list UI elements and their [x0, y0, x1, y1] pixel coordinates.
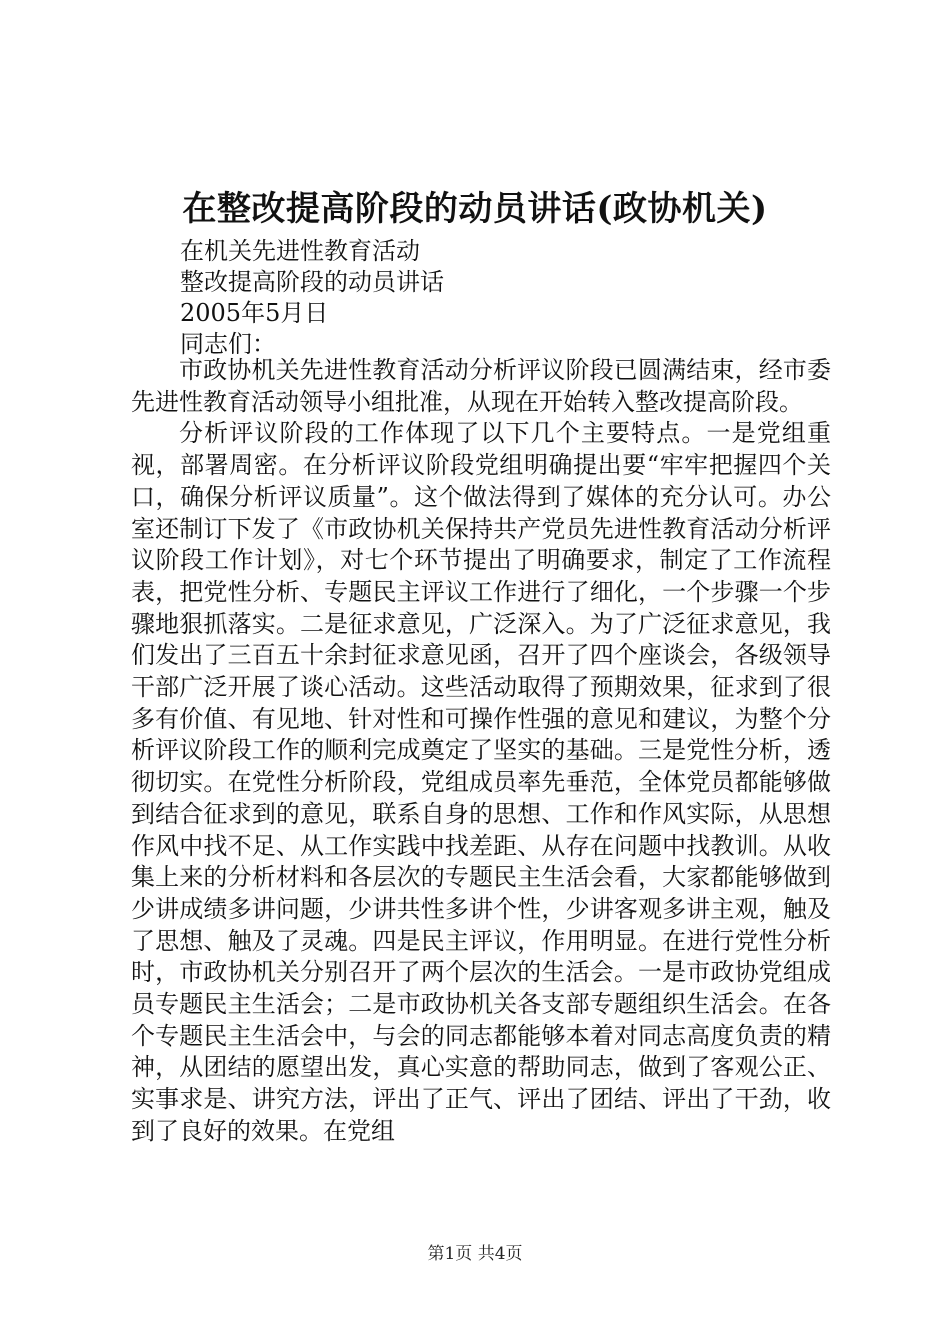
subtitle-line-1: 在机关先进性教育活动 — [180, 237, 420, 265]
subtitle-line-2: 整改提高阶段的动员讲话 — [180, 268, 444, 296]
document-header — [180, 236, 860, 360]
document-title: 在整改提高阶段的动员讲话(政协机关) — [182, 189, 768, 229]
salutation: 同志们： — [180, 330, 276, 358]
page-footer: 第1页 共4页 — [427, 1244, 523, 1264]
body-paragraph-2: 分析评议阶段的工作体现了以下几个主要特点。一是党组重视，部署周密。在分析评议阶段党组明确提出要“牢牢把握四个关口，确保分析评议质量”。这个做法得到了媒体的充分认可。办公室还制订下发了《市政协机关保持共产党员先进性教育活动分析评议阶段工作计划》，对七个环节提出了明确要求，制定了工作流程表，把党性分析、专题民主评议工作进行了细化，一个步骤一个步骤地狠抓落实。二是征求意见，广泛深入。为了广泛征求意见，我们发出了三百五十余封征求意见函，召开了四个座谈会，各级领导干部广泛开展了谈心活动。这些活动取得了预期效果，征求到了很多有价值、有见地、针对性和可操作性强的意见和建议，为整个分析评议阶段工作的顺利完成奠定了坚实的基础。三是党性分析，透彻切实。在党性分析阶段，党组成员率先垂范，全体党员都能够做到结合征求到的意见，联系自身的思想、工作和作风实际，从思想作风中找不足、从工作实践中找差距、从存在问题中找教训。从收集上来的分析材料和各层次的专题民主生活会看，大家都能够做到少讲成绩多讲问题，少讲共性多讲个性，少讲客观多讲主观，触及了思想、触及了灵魂。四是民主评议，作用明显。在进行党性分析时，市政协机关分别召开了两个层次的生活会。一是市政协党组成员专题民主生活会；二是市政协机关各支部专题组织生活会。在各个专题民主生活会中，与会的同志都能够本着对同志高度负责的精神，从团结的愿望出发，真心实意的帮助同志，做到了客观公正、实事求是、讲究方法，评出了正气、评出了团结、评出了干劲，收到了良好的效果。在党组 — [131, 419, 831, 1145]
body-paragraph-1: 市政协机关先进性教育活动分析评议阶段已圆满结束，经市委先进性教育活动领导小组批准，从现在开始转入整改提高阶段。 — [131, 356, 831, 416]
document-body — [131, 355, 831, 1148]
document-date: 2005年5月日 — [180, 299, 329, 327]
